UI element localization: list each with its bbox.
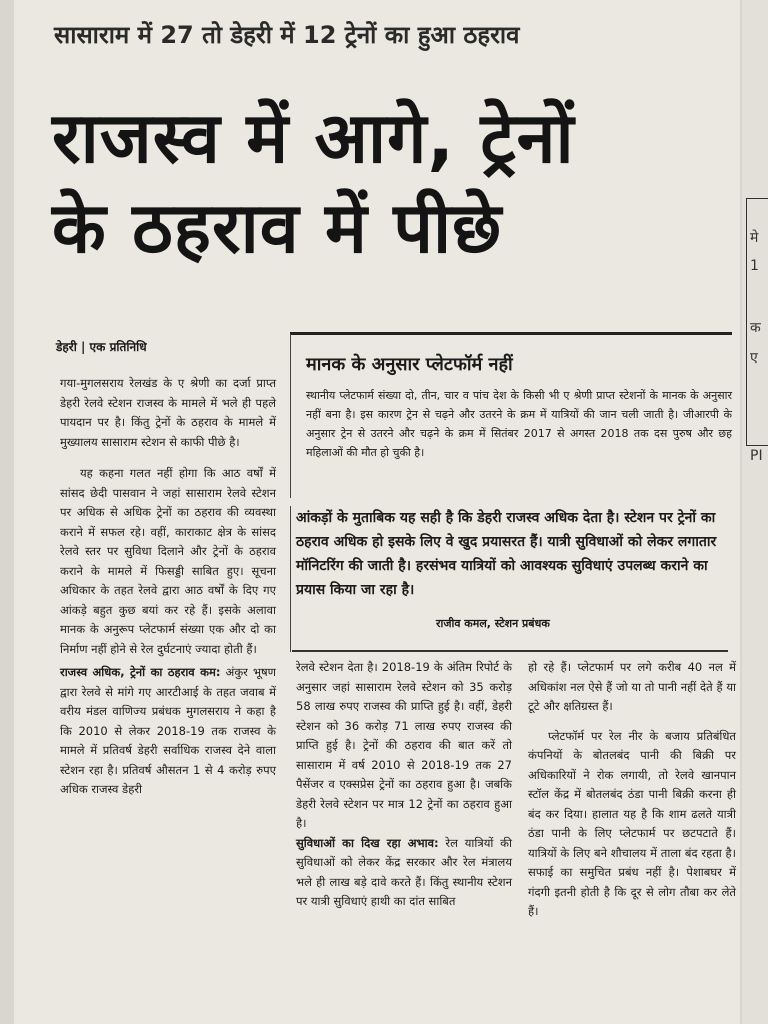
article-column-1: [60, 374, 276, 800]
pull-quote: [296, 506, 730, 630]
quote-left-rule: [290, 506, 291, 652]
quote-attribution: राजीव कमल, स्टेशन प्रबंधक: [436, 617, 550, 630]
subhead: सुविधाओं का दिख रहा अभाव:: [296, 835, 439, 850]
body-paragraph: प्लेटफॉर्म पर रेल नीर के बजाय प्रतिबंधित कंपनियों के बोतलबंद पानी की बिक्री पर अधिकारियों ने रोक लगायी, तो रेलवे खानपान स्टॉल केंद्र में बोतलबंद ठंडा पानी बिक्री करना ही बंद कर दिया। हालात यह है कि शाम ढलते यात्री ठंडा पानी के लिए प्लेटफार्म पर छटपटाते हैं। यात्रियों के लिए बने शौचालय में ताला बंद रहता है। सफाई का समुचित प्रबंध नहीं है। पेशाबघर में गंदगी इतनी होती है कि दूर से लोग तौबा कर लेते हैं।: [528, 728, 736, 918]
edge-fragment: ए: [750, 350, 758, 366]
sidebar-box-title: मानक के अनुसार प्लेटफॉर्म नहीं: [306, 354, 513, 375]
intro-paragraph: गया-मुगलसराय रेलखंड के ए श्रेणी का दर्जा प्राप्त डेहरी रेलवे स्टेशन राजस्व के मामले में भले ही पहले पायदान पर है। किंतु ट्रेनों के ठहराव के मामले में मुख्यालय सासाराम स्टेशन से काफी पीछे है।: [60, 376, 276, 449]
sidebar-box-text: स्थानीय प्लेटफार्म संख्या दो, तीन, चार व पांच देश के किसी भी ए श्रेणी प्राप्त स्टेशनों के मानक के अनुसार नहीं बना है। इस कारण ट्रेन से चढ़ने और उतरने के क्रम में यात्रियों की जान चली जाती है। जीआरपी के अनुसार ट्रेन से उतरने और चढ़ने के क्रम में सितंबर 2017 से अगस्त 2018 तक दस पुरुष और छह महिलाओं की मौत हो चुकी है।: [306, 389, 732, 459]
body-text: रेल यात्रियों की सुविधाओं को लेकर केंद्र सरकार और रेल मंत्रालय भले ही लाख बड़े दावे करते हैं। किंतु स्थानीय स्टेशन पर यात्री सुविधाएं हाथी का दांत साबित: [296, 835, 512, 908]
edge-fragment: 1: [750, 258, 759, 274]
quote-bottom-rule: [292, 650, 728, 652]
adjacent-page-edge: [742, 0, 768, 1024]
body-paragraph: हो रहे हैं। प्लेटफार्म पर लगे करीब 40 नल में अधिकांश नल ऐसे हैं जो या तो पानी नहीं देते हैं या टूटे और क्षतिग्रस्त हैं।: [528, 660, 736, 713]
body-paragraph: यह कहना गलत नहीं होगा कि आठ वर्षों में सांसद छेदी पासवान ने जहां सासाराम रेलवे स्टेशन पर अधिक से अधिक ट्रेनों का ठहराव की व्यवस्था कराने में सफल रहे। वहीं, काराकाट क्षेत्र के सांसद रेलवे स्तर पर सुविधा दिलाने और ट्रेनों के ठहराव कराने के मामले में फिसड्डी साबित हुए। सूचना अधिकार के तहत रेलवे द्वारा आठ वर्षों के दिए गए आंकड़े बहुत कुछ बयां कर रहे हैं। इसके अलावा मानक के अनुरूप प्लेटफार्म संख्या एक और दो का निर्माण नहीं होने से रेल दुर्घटनाएं ज्यादा होती हैं।: [60, 466, 276, 656]
headline-line-1: राजस्व में आगे, ट्रेनों: [52, 97, 575, 179]
subhead: राजस्व अधिक, ट्रेनों का ठहराव कम:: [60, 665, 221, 679]
box-left-rule: [290, 334, 291, 498]
quote-text: आंकड़ों के मुताबिक यह सही है कि डेहरी राजस्व अधिक देता है। स्टेशन पर ट्रेनों का ठहराव अधिक हो इसके लिए वे खुद प्रयासरत हैं। यात्री सुविधाओं को लेकर लगातार मॉनिटरिंग की जाती है। हरसंभव यात्रियों को आवश्यक सुविधाएं उपलब्ध कराने का प्रयास किया जा रहा है।: [296, 510, 717, 598]
headline-line-2: के ठहराव में पीछे: [52, 187, 503, 269]
subhead-paragraph: [296, 834, 512, 912]
article-column-3: [528, 658, 736, 922]
edge-fragment: PI: [750, 448, 763, 464]
edge-fragment: मे: [750, 230, 759, 246]
body-paragraph: रेलवे स्टेशन देता है। 2018-19 के अंतिम रिपोर्ट के अनुसार जहां सासाराम रेलवे स्टेशन को 35 करोड़ 58 लाख रुपए राजस्व की प्राप्ति हुई है। वहीं, डेहरी स्टेशन को 36 करोड़ 71 लाख रुपए राजस्व की प्राप्ति हुई है। ट्रेनों की ठहराव की बात करें तो सासाराम में वर्ष 2010 से 2018-19 तक 27 पैसेंजर व एक्सप्रेस ट्रेनों का ठहराव हुआ है। जबकि डेहरी रेलवे स्टेशन पर मात्र 12 ट्रेनों का ठहराव हुआ है।: [296, 660, 512, 830]
subhead-paragraph: [60, 663, 276, 800]
article-column-2: [296, 658, 512, 912]
byline: डेहरी | एक प्रतिनिधि: [56, 340, 147, 354]
box-top-rule: [290, 332, 732, 335]
edge-fragment: क: [750, 320, 761, 336]
body-text: अंकुर भूषण द्वारा रेलवे से मांगे गए आरटीआई के तहत जवाब में वरीय मंडल वाणिज्य प्रबंधक मुगलसराय ने कहा है कि 2010 से लेकर 2018-19 तक राजस्व के मामले में प्रतिवर्ष डेहरी सर्वाधिक राजस्व देने वाला स्टेशन रहा है। प्रतिवर्ष औसतन 1 से 4 करोड़ रुपए अधिक राजस्व डेहरी: [60, 665, 276, 796]
article-kicker: सासाराम में 27 तो डेहरी में 12 ट्रेनों का हुआ ठहराव: [54, 21, 520, 49]
